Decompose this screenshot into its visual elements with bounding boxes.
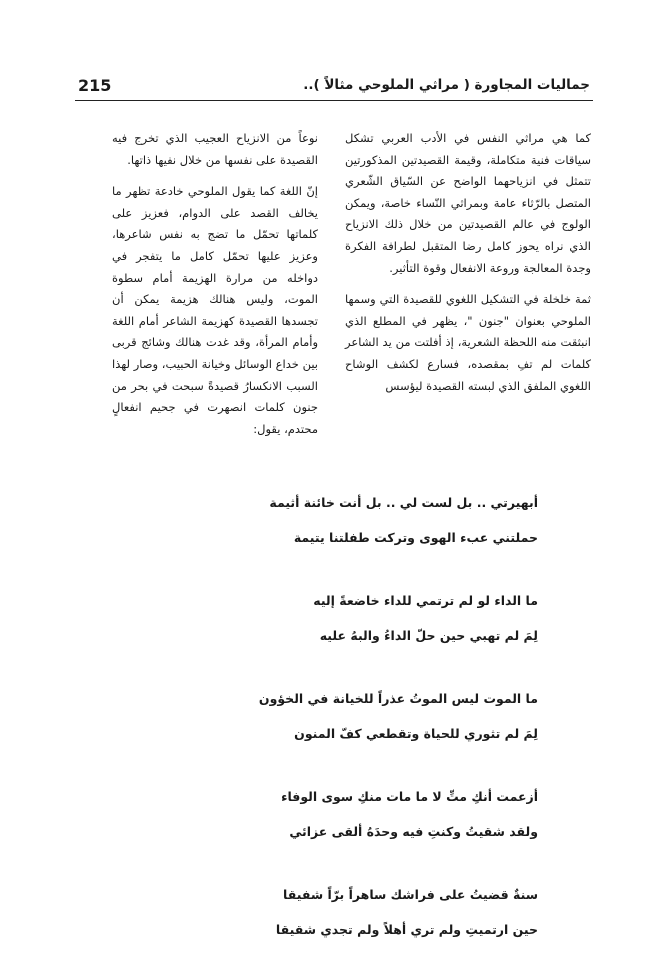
poem-verse: سنةٌ قضيتُ على فراشك ساهراً برّاً شفيقا	[283, 887, 538, 902]
poem-verse: ولقد شقيتُ وكنتِ فيه وحدَهُ ألقى عزائي	[289, 824, 538, 839]
poem-verse: أبهيرتي .. بل لست لي .. بل أنت خائنة أثيمة	[269, 495, 538, 510]
poem-verse: أزعمت أنكِ متِّ لا ما مات منكِ سوى الوفاء	[281, 789, 538, 804]
poem-verse: لِمَ لم تهبي حين حلّ الداءُ والبهُ عليه	[319, 628, 538, 643]
poem-verse: ما الداء لو لم ترتمي للداء خاضعةً إليه	[313, 593, 538, 608]
page-number: 215	[78, 76, 112, 95]
paragraph: ثمة خلخلة في التشكيل اللغوي للقصيدة التي وسمها الملوحي بعنوان "جنون "، يظهر في المطلع الذي انبثقت منه اللحظة الشعرية، إذ أفلتت من يد الشاعر كلمات لم تفِ بمقصده، فسارع لكشف الوشاح اللغوي الملفق الذي لبسته القصيدة ليؤسس	[345, 292, 591, 393]
paragraph: إنّ اللغة كما يقول الملوحي خادعة تظهر ما يخالف القصد على الدوام، فعزيز على كلماتها تحمّل ما تضج به نفس شاعرها، وعزيز عليها تحمّل كامل ما يتفجر في دواخله من مرارة الهزيمة أمام سطوة الموت، وليس هنالك هزيمة يمكن أن تجسدها القصيدة كهزيمة الشاعر أمام اللغة وأمام المرأة، وقد غدت هنالك وشائج قربى بين خداع الوسائل وخيانة الحبيب، وصار لهذا السبب الانكسارُ قصيدةً سبحت في بحر من جنون كلمات انصهرت في جحيم انفعالٍ محتدم، يقول:	[112, 184, 318, 436]
poem-stanza	[128, 877, 538, 947]
page-header	[72, 76, 590, 100]
paragraph: نوعاً من الانزياح العجيب الذي تخرج فيه القصيدة على نفسها من خلال نفيها ذاتها.	[112, 131, 318, 167]
poem-verse: حين ارتميتِ ولم تري أهلاً ولم تجدي شقيقا	[275, 922, 538, 937]
poem-stanza	[128, 779, 538, 849]
poem-stanza	[128, 485, 538, 555]
running-head: جماليات المجاورة ( مراثي الملوحي مثالاً )..	[303, 77, 590, 93]
poem-block	[128, 485, 538, 975]
poem-verse: ما الموت ليس الموتُ عذراً للخيانة في الخؤون	[258, 691, 538, 706]
poem-verse: حملتني عبء الهوى وتركت طفلتنا يتيمة	[293, 530, 538, 545]
left-text-column	[112, 128, 318, 440]
right-text-column	[345, 128, 591, 397]
paragraph: كما هي مراثي النفس في الأدب العربي تشكل سياقات فنية متكاملة، وقيمة القصيدتين المذكورتين تتمثل في انزياحهما الواضح عن السّياق الشّعري المتصل بالرّثاء عامة وبمراثي النّساء خاصة، ويمكن الولوج في عالم القصيدتين من خلال ذلك الانزياح الذي نراه يحوز كامل رضا المتقبل لطرافة الفكرة وجدة المعالجة وروعة الانفعال وقوة التأثير.	[345, 131, 591, 275]
poem-stanza	[128, 583, 538, 653]
poem-verse: لِمَ لم تثوري للحياة وتقطعي كفّ المنون	[294, 726, 538, 741]
header-divider	[75, 100, 593, 101]
poem-stanza	[128, 681, 538, 751]
